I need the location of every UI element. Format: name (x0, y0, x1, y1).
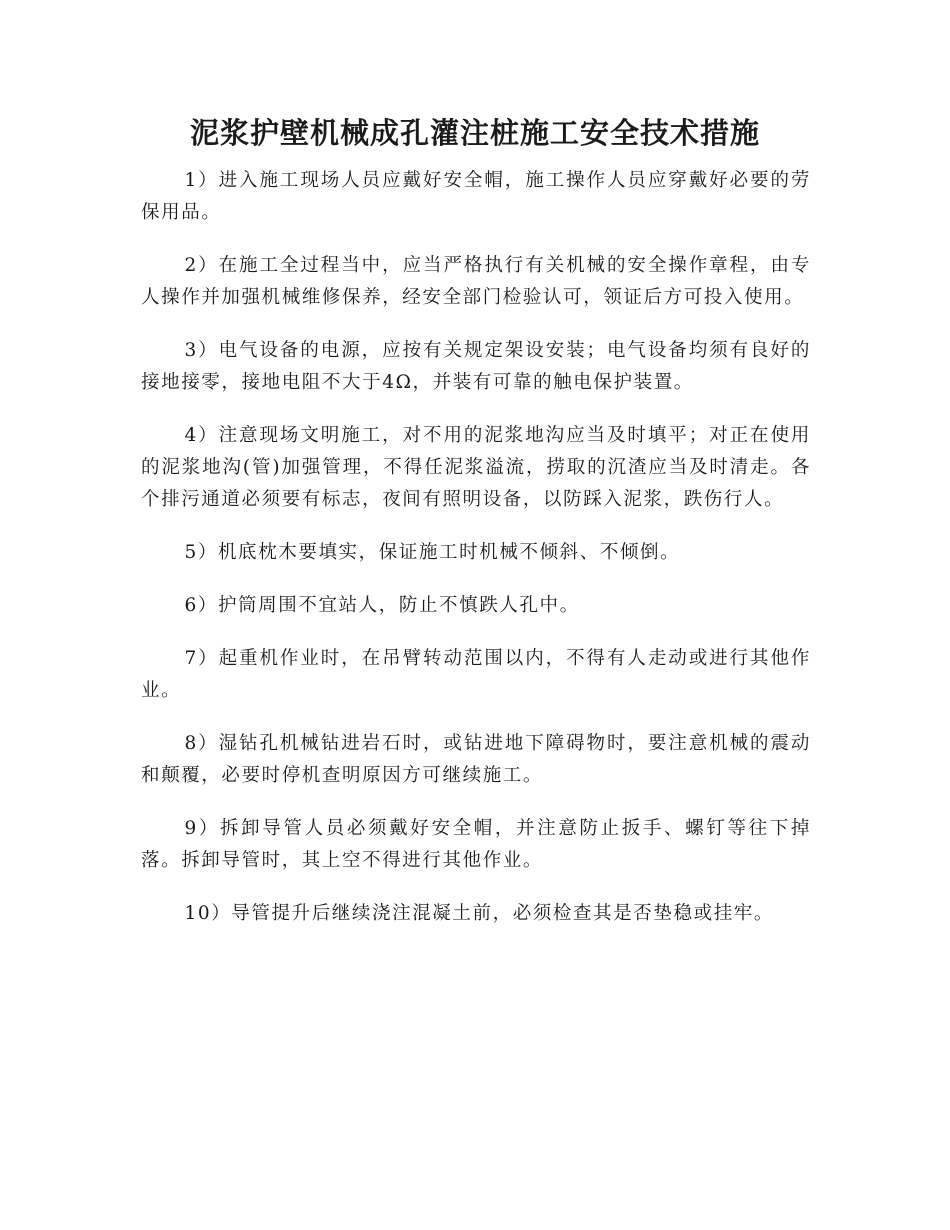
paragraph-4: 4）注意现场文明施工，对不用的泥浆地沟应当及时填平；对正在使用的泥浆地沟(管)加强管理，不得任泥浆溢流，捞取的沉渣应当及时清走。各个排污通道必须要有标志，夜间有照明设备，以防踩入泥浆，跌伤行人。 (141, 425, 811, 510)
paragraph-7: 7）起重机作业时，在吊臂转动范围以内，不得有人走动或进行其他作业。 (141, 648, 811, 701)
document-title: 泥浆护壁机械成孔灌注桩施工安全技术措施 (189, 116, 760, 150)
paragraph-2: 2）在施工全过程当中，应当严格执行有关机械的安全操作章程，由专人操作并加强机械维修保养，经安全部门检验认可，领证后方可投入使用。 (141, 255, 811, 308)
paragraph-3: 3）电气设备的电源，应按有关规定架设安装；电气设备均须有良好的接地接零，接地电阻不大于4Ω，并装有可靠的触电保护装置。 (141, 340, 811, 393)
paragraph-8: 8）湿钻孔机械钻进岩石时，或钻进地下障碍物时，要注意机械的震动和颠覆，必要时停机查明原因方可继续施工。 (141, 733, 811, 786)
paragraph-9: 9）拆卸导管人员必须戴好安全帽，并注意防止扳手、螺钉等往下掉落。拆卸导管时，其上空不得进行其他作业。 (141, 818, 811, 871)
document-body (141, 165, 811, 951)
paragraph-10: 10）导管提升后继续浇注混凝土前，必须检查其是否垫稳或挂牢。 (184, 903, 775, 924)
paragraph-1: 1）进入施工现场人员应戴好安全帽，施工操作人员应穿戴好必要的劳保用品。 (141, 170, 811, 223)
paragraph-6: 6）护筒周围不宜站人，防止不慎跌人孔中。 (184, 595, 580, 616)
paragraph-5: 5）机底枕木要填实，保证施工时机械不倾斜、不倾倒。 (184, 542, 681, 563)
